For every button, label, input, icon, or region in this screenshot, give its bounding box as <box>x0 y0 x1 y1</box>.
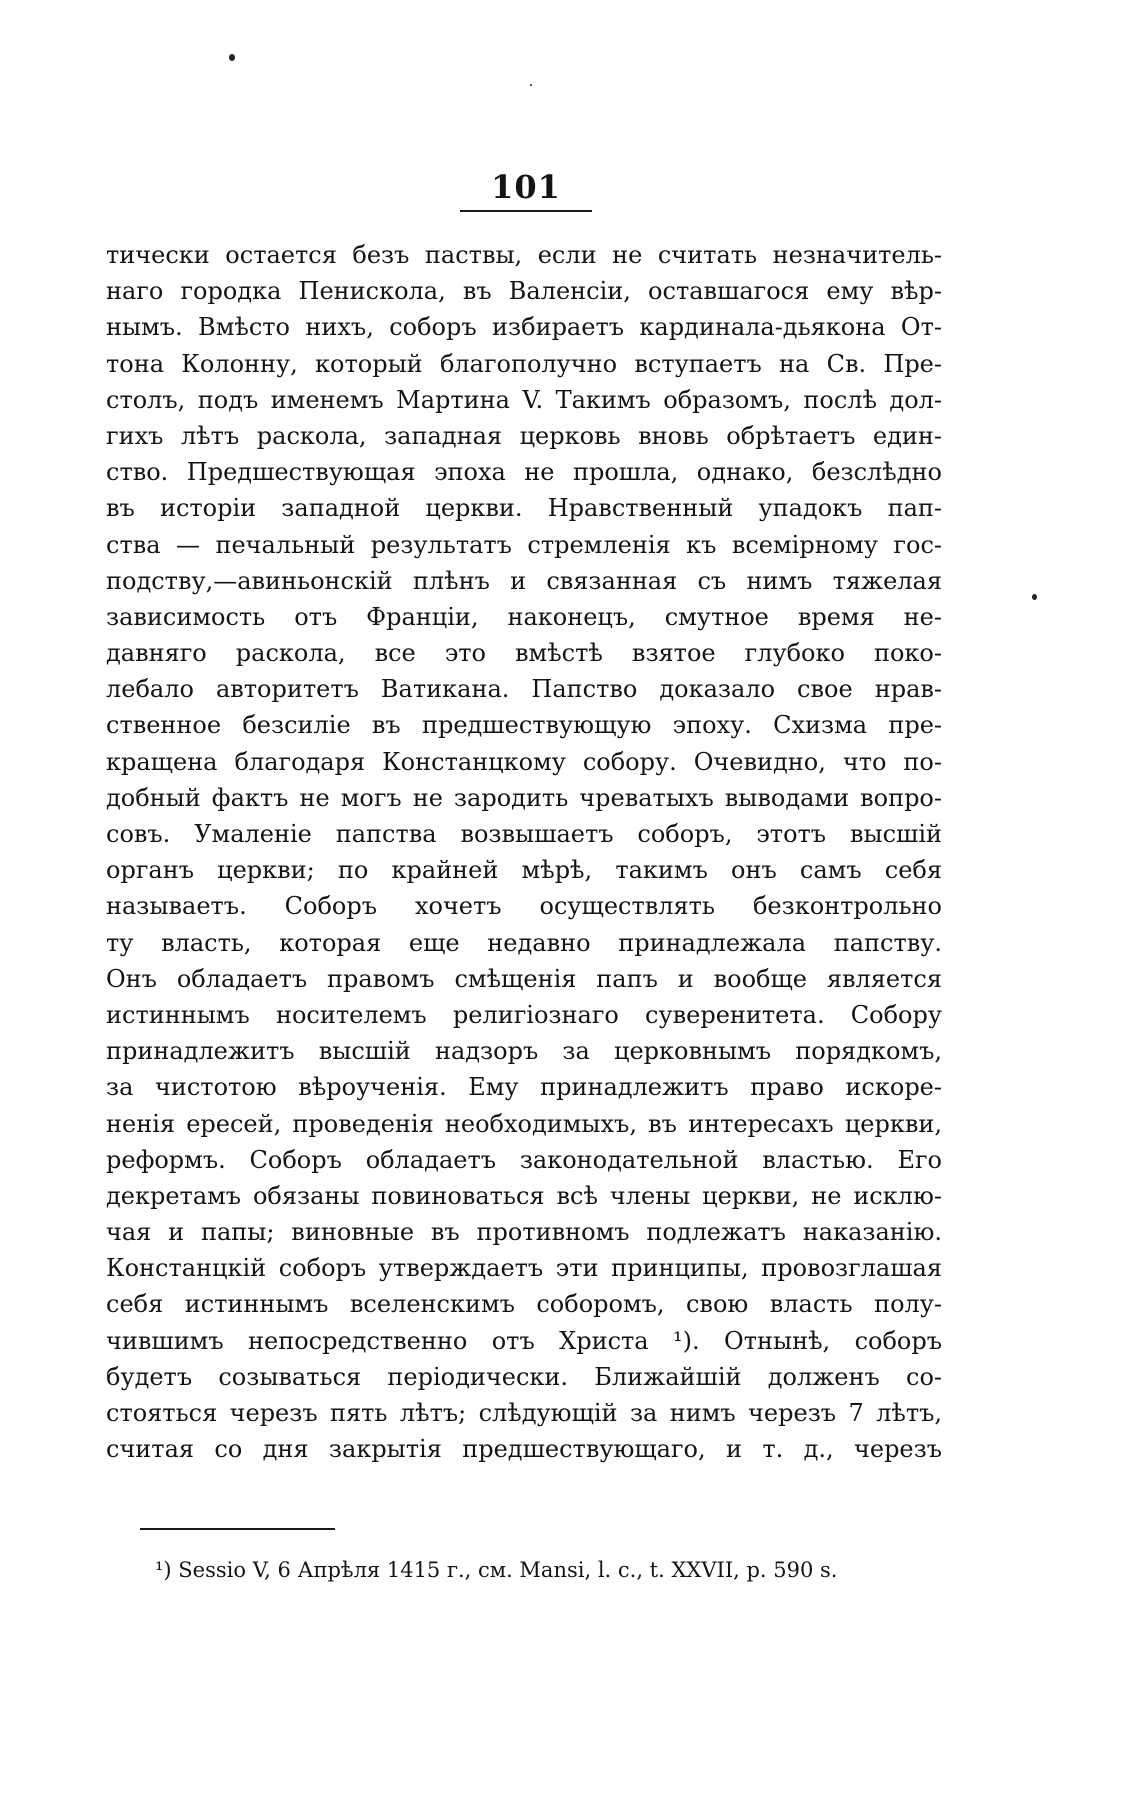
text-line: истиннымъ носителемъ религіознаго суверенитета. Собору <box>106 1000 942 1029</box>
text-line: добный фактъ не могъ не зародить чреватыхъ выводами вопро- <box>106 783 942 812</box>
text-line: ственное безсиліе въ предшествующую эпоху. Схизма пре- <box>106 711 942 740</box>
text-line: нымъ. Вмѣсто нихъ, соборъ избираетъ кардинала-дьякона От- <box>106 313 942 342</box>
text-line: считая со дня закрытія предшествующаго, и т. д., черезъ <box>106 1435 942 1464</box>
text-line: столъ, подъ именемъ Мартина V. Такимъ образомъ, послѣ дол- <box>106 385 942 414</box>
text-line: въ исторіи западной церкви. Нравственный упадокъ пап- <box>106 494 942 523</box>
body-text <box>106 237 942 1467</box>
scan-speck <box>530 84 532 86</box>
text-line: давняго раскола, все это вмѣстѣ взятое глубоко поко- <box>106 639 942 668</box>
page-number: 101 <box>491 168 561 206</box>
footnote: ¹) Sessio V, 6 Апрѣля 1415 г., см. Mansi, l. c., t. XXVII, p. 590 s. <box>155 1558 838 1582</box>
text-line: принадлежитъ высшій надзоръ за церковнымъ порядкомъ, <box>106 1037 942 1066</box>
text-line: ство. Предшествующая эпоха не прошла, однако, безслѣдно <box>106 458 942 487</box>
page-number-underline <box>460 210 592 212</box>
text-line: реформъ. Соборъ обладаетъ законодательной властью. Его <box>106 1145 942 1174</box>
text-line: подству,—авиньонскій плѣнъ и связанная съ нимъ тяжелая <box>106 566 942 595</box>
scan-speck <box>229 54 235 61</box>
text-line: наго городка Пенискола, въ Валенсіи, оставшагося ему вѣр- <box>106 277 942 306</box>
text-line: зависимость отъ Франціи, наконецъ, смутное время не- <box>106 602 942 631</box>
footnote-separator <box>140 1528 335 1530</box>
text-line: называетъ. Соборъ хочетъ осуществлять безконтрольно <box>106 892 942 921</box>
text-line: совъ. Умаленіе папства возвышаетъ соборъ, этотъ высшій <box>106 820 942 848</box>
scan-speck <box>1032 594 1037 600</box>
text-line: Онъ обладаетъ правомъ смѣщенія папъ и вообще является <box>106 964 942 993</box>
text-line: органъ церкви; по крайней мѣрѣ, такимъ онъ самъ себя <box>106 856 942 885</box>
text-line: тически остается безъ паствы, если не считать незначитель- <box>106 241 942 269</box>
text-line: лебало авторитетъ Ватикана. Папство доказало свое нрав- <box>106 675 942 704</box>
text-line: ту власть, которая еще недавно принадлежала папству. <box>106 928 942 957</box>
text-line: будетъ созываться періодически. Ближайшій долженъ со- <box>106 1362 942 1391</box>
text-line: себя истиннымъ вселенскимъ соборомъ, свою власть полу- <box>106 1290 942 1319</box>
text-line: тона Колонну, который благополучно вступаетъ на Св. Пре- <box>106 349 942 378</box>
text-line: ства — печальный результатъ стремленія къ всемірному гос- <box>106 530 942 559</box>
text-line: за чистотою вѣроученія. Ему принадлежитъ право искоре- <box>106 1073 942 1102</box>
text-line: кращена благодаря Констанцкому собору. Очевидно, что по- <box>106 747 942 776</box>
text-line: чившимъ непосредственно отъ Христа ¹). Отнынѣ, соборъ <box>106 1326 942 1355</box>
text-line: гихъ лѣтъ раскола, западная церковь вновь обрѣтаетъ един- <box>106 421 942 450</box>
text-line: декретамъ обязаны повиноваться всѣ члены церкви, не исклю- <box>106 1181 942 1210</box>
text-line: стояться черезъ пять лѣтъ; слѣдующій за нимъ черезъ 7 лѣтъ, <box>106 1399 942 1427</box>
text-line: Констанцкій соборъ утверждаетъ эти принципы, провозглашая <box>106 1254 942 1283</box>
text-line: ненія ересей, проведенія необходимыхъ, въ интересахъ церкви, <box>106 1109 942 1138</box>
text-line: чая и папы; виновные въ противномъ подлежатъ наказанію. <box>106 1218 942 1247</box>
